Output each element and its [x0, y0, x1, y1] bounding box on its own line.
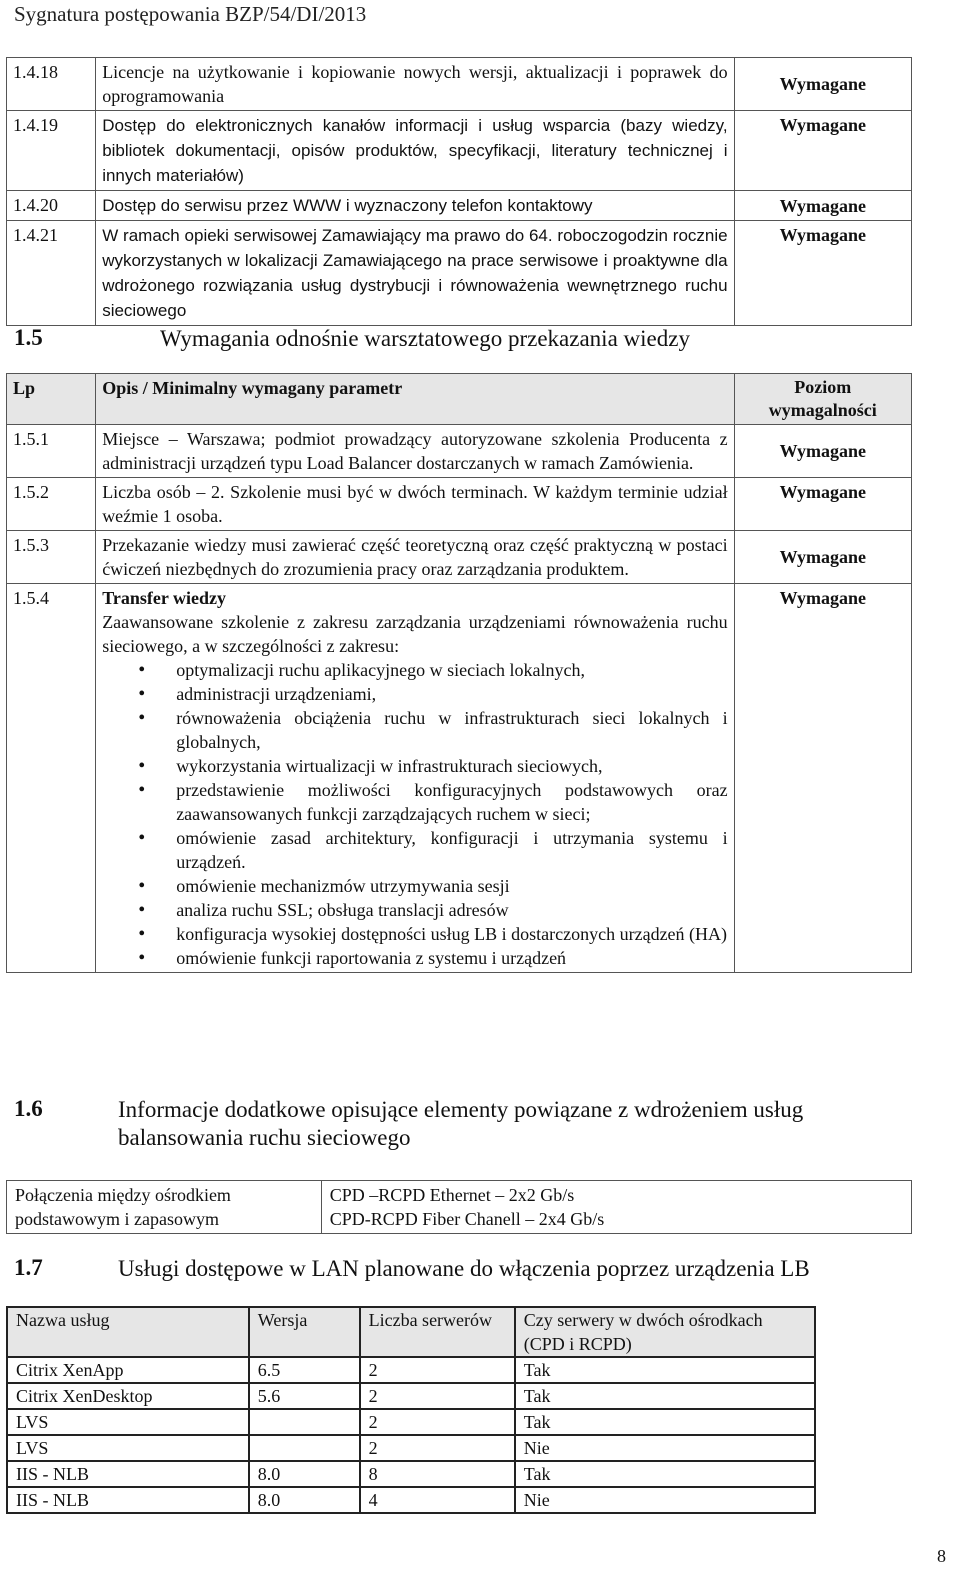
cell-name: Citrix XenApp [7, 1357, 249, 1383]
cell-count: 2 [360, 1357, 515, 1383]
row-description-text: Dostęp do serwisu przez WWW i wyznaczony telefon kontaktowy [102, 196, 593, 215]
row-number: 1.5.1 [7, 425, 96, 478]
table-header-row [7, 1307, 815, 1357]
row-requirement: Wymagane [734, 531, 911, 584]
table-row [7, 221, 912, 326]
row-description: Miejsce – Warszawa; podmiot prowadzący autoryzowane szkolenia Producenta z administracji urządzeń typu Load Balancer dostarczanych w ramach Zamówienia. [96, 425, 734, 478]
row-requirement: Wymagane [734, 478, 911, 531]
row-number: 1.5.4 [7, 584, 96, 973]
table-row [7, 1181, 912, 1234]
row-description [96, 584, 734, 973]
cell-version: 5.6 [249, 1383, 360, 1409]
connection-ethernet: CPD –RCPD Ethernet – 2x2 Gb/s [329, 1185, 575, 1205]
row-number: 1.5.2 [7, 478, 96, 531]
section-title: Usługi dostępowe w LAN planowane do włączenia poprzez urządzenia LB [118, 1256, 810, 1281]
cell-version [249, 1435, 360, 1461]
list-item: • równoważenia obciążenia ruchu w infrastrukturach sieci lokalnych i globalnych, [176, 706, 727, 754]
table-row [7, 1409, 815, 1435]
table-row [7, 531, 912, 584]
header-service-name: Nazwa usług [7, 1307, 249, 1357]
list-item: • administracji urządzeniami, [176, 682, 727, 706]
table-row [7, 1435, 815, 1461]
row-description: Liczba osób – 2. Szkolenie musi być w dwóch terminach. W każdym terminie udział weźmie 1 osoba. [96, 478, 734, 531]
cell-both: Tak [515, 1409, 815, 1435]
cell-version: 6.5 [249, 1357, 360, 1383]
list-item: • omówienie zasad architektury, konfiguracji i utrzymania systemu i urządzeń. [176, 826, 727, 874]
cell-name: Citrix XenDesktop [7, 1383, 249, 1409]
section-number: 1.5 [14, 325, 43, 350]
connections-values [321, 1181, 911, 1234]
section-number: 1.6 [14, 1096, 43, 1121]
row-requirement: Wymagane [734, 191, 911, 221]
table-header-row [7, 374, 912, 425]
list-item: • omówienie mechanizmów utrzymywania sesji [176, 874, 727, 898]
row-requirement: Wymagane [734, 584, 911, 973]
connection-fiber: CPD-RCPD Fiber Chanell – 2x4 Gb/s [329, 1209, 605, 1229]
row-description-text: Dostęp do elektronicznych kanałów informacji i usług wsparcia (bazy wiedzy, bibliotek dokumentacji, opisów produktów, specyfikacji, literatury technicznej i innych materiałów) [102, 116, 728, 185]
cell-both: Tak [515, 1461, 815, 1487]
cell-both: Nie [515, 1487, 815, 1513]
list-item: • konfiguracja wysokiej dostępności usług LB i dostarczonych urządzeń (HA) [176, 922, 727, 946]
transfer-topics-list [102, 658, 727, 970]
header-description: Opis / Minimalny wymagany parametr [96, 374, 734, 425]
table-row [7, 1357, 815, 1383]
cell-version: 8.0 [249, 1487, 360, 1513]
list-item: • omówienie funkcji raportowania z systemu i urządzeń [176, 946, 727, 970]
cell-version [249, 1409, 360, 1435]
list-item: • wykorzystania wirtualizacji w infrastrukturach sieciowych, [176, 754, 727, 778]
cell-both: Tak [515, 1357, 815, 1383]
row-description [96, 221, 734, 326]
row-requirement: Wymagane [734, 111, 911, 191]
row-number: 1.5.3 [7, 531, 96, 584]
header-version: Wersja [249, 1307, 360, 1357]
table-row [7, 1487, 815, 1513]
table-row [7, 191, 912, 221]
row-description [96, 191, 734, 221]
row-number: 1.4.21 [7, 221, 96, 326]
header-lp: Lp [7, 374, 96, 425]
row-description-text: W ramach opieki serwisowej Zamawiający ma prawo do 64. roboczogodzin rocznie wykorzystanych w lokalizacji Zamawiającego na prace serwisowe i proaktywne dla wdrożonego rozwiązania usług dystrybucji i równoważenia wewnętrznego ruchu sieciowego [102, 226, 728, 320]
row-description [96, 111, 734, 191]
table-row [7, 425, 912, 478]
document-signature: Sygnatura postępowania BZP/54/DI/2013 [14, 2, 367, 26]
header-requirement-level: Poziom wymagalności [734, 374, 911, 425]
row-description: Licencje na użytkowanie i kopiowanie nowych wersji, aktualizacji i poprawek do oprogramowania [96, 58, 734, 111]
row-number: 1.4.20 [7, 191, 96, 221]
cell-both: Tak [515, 1383, 815, 1409]
table-row [7, 584, 912, 973]
cell-count: 2 [360, 1409, 515, 1435]
row-number: 1.4.19 [7, 111, 96, 191]
section-number: 1.7 [14, 1255, 43, 1280]
transfer-intro: Zaawansowane szkolenie z zakresu zarządzania urządzeniami równoważenia ruchu sieciowego, a w szczególności z zakresu: [102, 612, 728, 656]
lan-services-table [6, 1306, 816, 1514]
page-number: 8 [937, 1546, 946, 1566]
row-requirement: Wymagane [734, 425, 911, 478]
cell-name: IIS - NLB [7, 1487, 249, 1513]
cell-count: 8 [360, 1461, 515, 1487]
section-title: Wymagania odnośnie warsztatowego przekazania wiedzy [160, 326, 690, 351]
list-item: • przedstawienie możliwości konfiguracyjnych podstawowych oraz zaawansowanych funkcji zarządzających ruchem w sieci; [176, 778, 727, 826]
cell-version: 8.0 [249, 1461, 360, 1487]
header-both-sites: Czy serwery w dwóch ośrodkach (CPD i RCPD) [515, 1307, 815, 1357]
cell-count: 2 [360, 1383, 515, 1409]
table-row [7, 478, 912, 531]
cell-both: Nie [515, 1435, 815, 1461]
cell-name: LVS [7, 1409, 249, 1435]
table-row [7, 1461, 815, 1487]
transfer-title: Transfer wiedzy [102, 588, 226, 608]
cell-count: 4 [360, 1487, 515, 1513]
table-row [7, 1383, 815, 1409]
connections-table [6, 1180, 912, 1234]
row-description: Przekazanie wiedzy musi zawierać część teoretyczną oraz część praktyczną w postaci ćwiczeń niezbędnych do zrozumienia pracy oraz zarządzania produktem. [96, 531, 734, 584]
row-number: 1.4.18 [7, 58, 96, 111]
table-row [7, 111, 912, 191]
section-title: Informacje dodatkowe opisujące elementy powiązane z wdrożeniem usług balansowania ruchu sieciowego [118, 1097, 804, 1150]
cell-count: 2 [360, 1435, 515, 1461]
cell-name: LVS [7, 1435, 249, 1461]
row-requirement: Wymagane [734, 58, 911, 111]
table-row [7, 58, 912, 111]
cell-name: IIS - NLB [7, 1461, 249, 1487]
training-requirements-table [6, 373, 912, 973]
row-requirement: Wymagane [734, 221, 911, 326]
list-item: • analiza ruchu SSL; obsługa translacji adresów [176, 898, 727, 922]
list-item: • optymalizacji ruchu aplikacyjnego w sieciach lokalnych, [176, 658, 727, 682]
requirements-table-1-4 [6, 57, 912, 326]
connections-label: Połączenia między ośrodkiem podstawowym i zapasowym [7, 1181, 322, 1234]
header-server-count: Liczba serwerów [360, 1307, 515, 1357]
